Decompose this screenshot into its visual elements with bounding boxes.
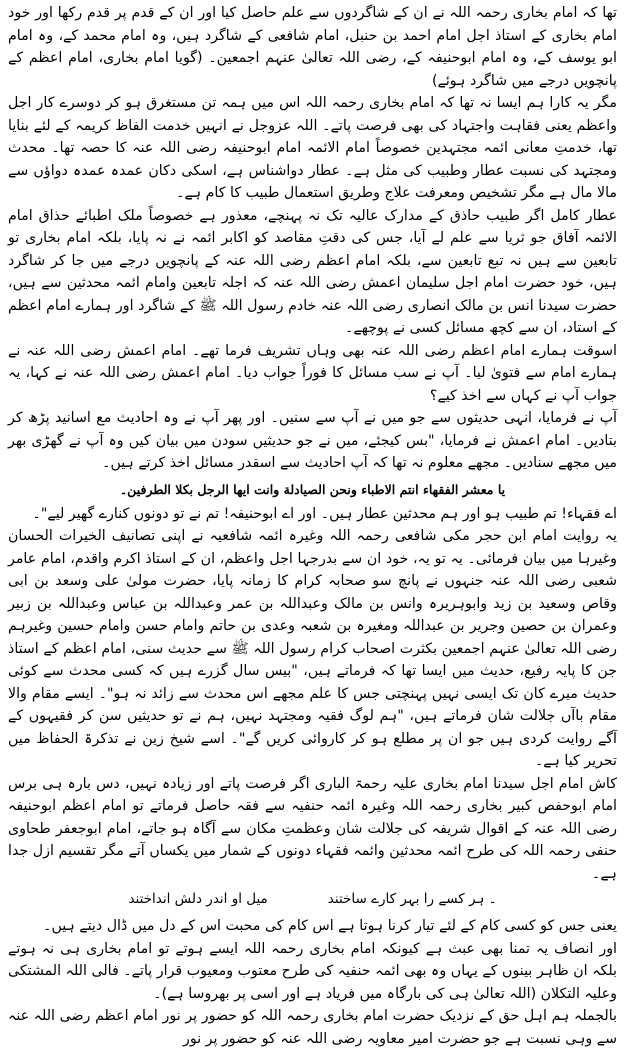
paragraph-5: آپ نے فرمایا، انہی حدیثوں سے جو میں نے آپ سے سنیں۔ اور پھر آپ نے وہ احادیث مع اسانید پڑھ کر بتادیں۔ امام اعمش نے فرمایا، "بس کیجئے، میں نے جو حدیثیں سودن میں بیان کیں وہ آپ نے گھڑی بھر میں مجھے سنادیں۔ مجھے معلوم نہ تھا کہ آپ احادیث سے اسقدر مسائل اخذ کرتے ہیں۔ [8,410,617,471]
paragraph-4: اسوقت ہمارے امام اعظم رضی اللہ عنہ بھی وہاں تشریف فرما تھے۔ امام اعمش رضی اللہ عنہ نے ہمارے امام سے فتویٰ لیا۔ آپ نے سب مسائل کا فوراً جواب دیا۔ امام اعمش رضی اللہ عنہ نے کہا، یہ جواب آپ نے کہاں سے اخذ کیے؟ [8,342,617,404]
paragraph-11: بالجملہ ہم اہل حق کے نزدیک حضرت امام بخاری رحمہ اللہ کو حضور پر نور امام اعظم رضی اللہ عنہ سے وہی نسبت ہے جو حضرت امیر معاویہ رضی اللہ عنہ کو حضور پر نور [8,1008,617,1047]
paragraph-6: اے فقہاء! تم طبیب ہو اور ہم محدثین عطار ہیں۔ اور اے ابوحنیفہ! تم نے تو دونوں کنارے گھیر لیے"۔ [32,505,617,522]
paragraph-2: مگر یہ کارا ہم ایسا نہ تھا کہ امام بخاری رحمہ اللہ اس میں ہمہ تن مستغرق ہو کر دوسرے کار اجل واعظم یعنی فقاہت واجتہاد کی بھی فرصت پاتے۔ اللہ عزوجل نے انہیں خدمت الفاظ کریمہ کے لئے بنایا تھا، خدمتِ معانی ائمہ مجتہدین خصوصاً امام الائمہ امام ابوحنیفہ رضی اللہ عنہ کا حصہ تھا۔ محدث ومجتہد کی نسبت عطار وطبیب کی مثل ہے۔ عطار دواشناس ہے، اسکی دکان عمدہ عمدہ دواؤں سے مالا مال ہے مگر تشخیص ومعرفت علاج وطریق استعمال طبیب کا کام ہے۔ [8,95,617,201]
persian-verse [8,887,617,911]
verse-first-hemistich: ۔ ہر کسے را بہر کارے ساختند [327,891,497,907]
paragraph-7: یہ روایت امام ابن حجر مکی شافعی رحمہ اللہ وغیرہ ائمہ شافعیہ نے اپنی تصانیف الخیرات الحسان وغیرہا میں بیان فرمائی۔ یہ تو یہ، خود ان سے بدرجہا اجل واعظم، ان کے استاذ اکرم واقدم، امام عامر شعبی رضی اللہ عنہ جنہوں نے پانچ سو صحابہ کرام کا زمانہ پایا، حضرت مولیٰ علی وسعد بن ابی وقاص وسعید بن زید وابوہریرہ وانس بن مالک وعبداللہ بن عمر وعبداللہ بن عباس وعبداللہ بن زبیر وعمران بن حصین وجریر بن عبداللہ ومغیرہ بن شعبہ وعدی بن حاتم وامام حسن وامام حسین وغیرہم رضی اللہ تعالیٰ عنہم اجمعین بکثرت اصحاب کرام رسول اللہ ﷺ سے حدیث سنی، امام اعظم کے استاذ جن کا پایہ رفیع، حدیث میں ایسا تھا کہ فرماتے ہیں، "بیس سال گزرے ہیں کہ کسی محدث سے کوئی حدیث میرے کان تک ایسی نہیں پہنچتی جس کا علم مجھے اس محدث سے زائد نہ ہو"۔ ایسے مقام والا مقام باآں جلالت شان فرماتے ہیں، "ہم لوگ فقیہ ومجتہد نہیں، ہم نے تو حدیثیں سن کر فقیہوں کے آگے روایت کردی ہیں جو ان پر مطلع ہو کر کاروائی کریں گے"۔ اسے شیخ زین نے تذکرۃ الحفاظ میں تحریر کیا ہے۔ [8,528,617,769]
paragraph-1: تھا کہ امام بخاری رحمہ اللہ نے ان کے شاگردوں سے علم حاصل کیا اور ان کے قدم پر قدم رکھا اور خود امام بخاری کے استاذ اجل امام احمد بن حنبل، امام شافعی کے شاگرد ہیں، وہ امام محمد کے، وہ امام ابو یوسف کے، وہ امام ابوحنیفہ کے، رضی اللہ تعالیٰ عنہم اجمعین۔ (گویا امام بخاری، امام اعظم کے پانچویں درجے میں شاگرد ہوئے) [8,5,617,89]
paragraph-3: عطار کامل اگر طبیب حاذق کے مدارک عالیہ تک نہ پہنچے، معذور ہے خصوصاً ملک اطبائے حذاق امام الائمہ آفاق جو ثریا سے علم لے آیا، جس کی دقتِ مقاصد کو اکابر ائمہ نے نہ پایا، بلکہ امام بخاری تو تابعین سے ہیں نہ تبع تابعین سے، بلکہ امام اعظم رضی اللہ عنہ کے پانچویں درجے میں جا کر شاگرد ہیں، خود حضرت امام اجل سلیمان اعمش رضی اللہ عنہ کہ اجلہ تابعین وامام ائمہ محدثین سے ہیں، حضرت سیدنا انس بن مالک انصاری رضی اللہ عنہ خادم رسول اللہ ﷺ کے شاگرد اور ہمارے امام اعظم کے استاد، ان سے کچھ مسائل کسی نے پوچھے۔ [8,207,617,336]
paragraph-10: اور انصاف یہ تمنا بھی عبث ہے کیونکہ امام بخاری رحمہ اللہ ایسے ہوتے تو امام بخاری ہی نہ ہوتے بلکہ ان ظاہر بینوں کے یہاں وہ بھی ائمہ حنفیہ کی طرح معتوب ومعیوب قرار پاتے۔ فالی اللہ المشتکی وعلیہ التکلان (اللہ تعالیٰ ہی کی بارگاہ میں فریاد ہے اور اسی پر بھروسا ہے)۔ [8,940,617,1002]
verse-second-hemistich: میل او اندر دلش انداختند [128,891,268,907]
arabic-quote: یا معشر الفقهاء انتم الاطباء ونحن الصیادلة وانت ایها الرجل بکلا الطرفین۔ [119,481,506,497]
paragraph-9: یعنی جس کو کسی کام کے لئے تیار کرنا ہوتا ہے اس کام کی محبت اس کے دل میں ڈال دیتے ہیں۔ [43,918,617,934]
paragraph-8: کاش امام اجل سیدنا امام بخاری علیہ رحمۃ الباری اگر فرصت پاتے اور زیادہ نہیں، دس بارہ ہی برس امام ابوحفص کبیر بخاری رحمہ اللہ وغیرہ ائمہ حنفیہ سے فقہ حاصل فرماتے تو امام اعظم ابوحنیفہ رضی اللہ عنہ کے اقوال شریفہ کی جلالت شان وعظمتِ مکان سے آگاہ ہو جاتے، امام ابوجعفر طحاوی حنفی رحمہ اللہ کی طرح ائمہ محدثین وائمہ فقہاء دونوں کے شمار میں یکساں آتے مگر تقسیم ازل جدا ہے۔ [8,775,617,882]
